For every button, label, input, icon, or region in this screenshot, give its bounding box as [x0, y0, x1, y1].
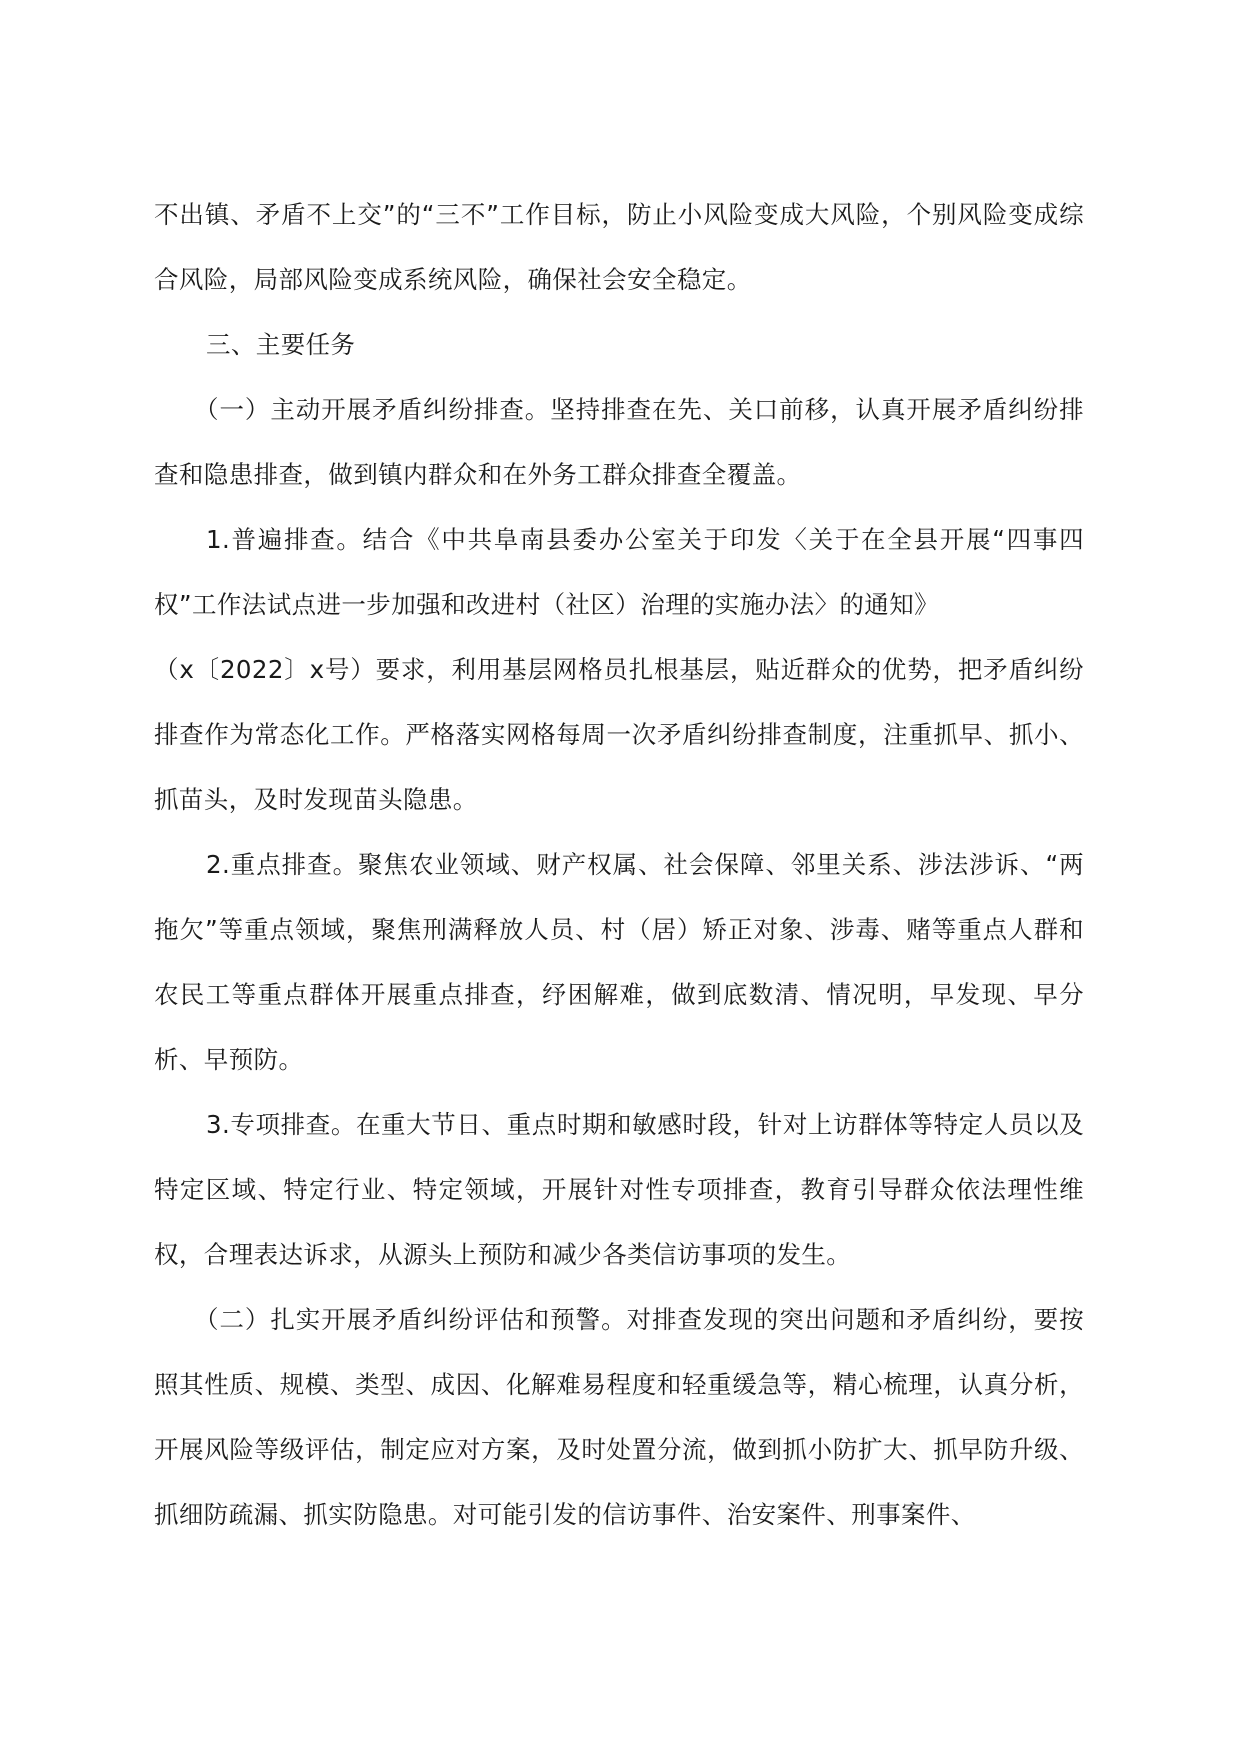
paragraph-subsection-1: （一）主动开展矛盾纠纷排查。坚持排查在先、关口前移，认真开展矛盾纠纷排查和隐患排查，做到镇内群众和在外务工群众排查全覆盖。 [154, 395, 1084, 489]
paragraph-item-2: 2.重点排查。聚焦农业领域、财产权属、社会保障、邻里关系、涉法涉诉、“两拖欠”等重点领域，聚焦刑满释放人员、村（居）矫正对象、涉毒、赌等重点人群和农民工等重点群体开展重点排查，纾困解难，做到底数清、情况明，早发现、早分析、早预防。 [154, 850, 1084, 1074]
document-body [154, 182, 1084, 1547]
paragraph-item-1-continued: （x〔2022〕x号）要求，利用基层网格员扎根基层，贴近群众的优势，把矛盾纠纷排查作为常态化工作。严格落实网格每周一次矛盾纠纷排查制度，注重抓早、抓小、抓苗头，及时发现苗头隐患。 [154, 655, 1084, 814]
paragraph-item-3: 3.专项排查。在重大节日、重点时期和敏感时段，针对上访群体等特定人员以及特定区域、特定行业、特定领域，开展针对性专项排查，教育引导群众依法理性维权，合理表达诉求，从源头上预防和减少各类信访事项的发生。 [154, 1110, 1084, 1269]
section-heading: 三、主要任务 [206, 330, 356, 359]
paragraph-item-1: 1.普遍排查。结合《中共阜南县委办公室关于印发〈关于在全县开展“四事四权”工作法试点进一步加强和改进村（社区）治理的实施办法〉的通知》 [154, 525, 1084, 619]
paragraph-continuation: 不出镇、矛盾不上交”的“三不”工作目标，防止小风险变成大风险，个别风险变成综合风险，局部风险变成系统风险，确保社会安全稳定。 [154, 200, 1084, 294]
paragraph-subsection-2: （二）扎实开展矛盾纠纷评估和预警。对排查发现的突出问题和矛盾纠纷，要按照其性质、规模、类型、成因、化解难易程度和轻重缓急等，精心梳理，认真分析，开展风险等级评估，制定应对方案，及时处置分流，做到抓小防扩大、抓早防升级、抓细防疏漏、抓实防隐患。对可能引发的信访事件、治安案件、刑事案件、 [154, 1305, 1084, 1529]
